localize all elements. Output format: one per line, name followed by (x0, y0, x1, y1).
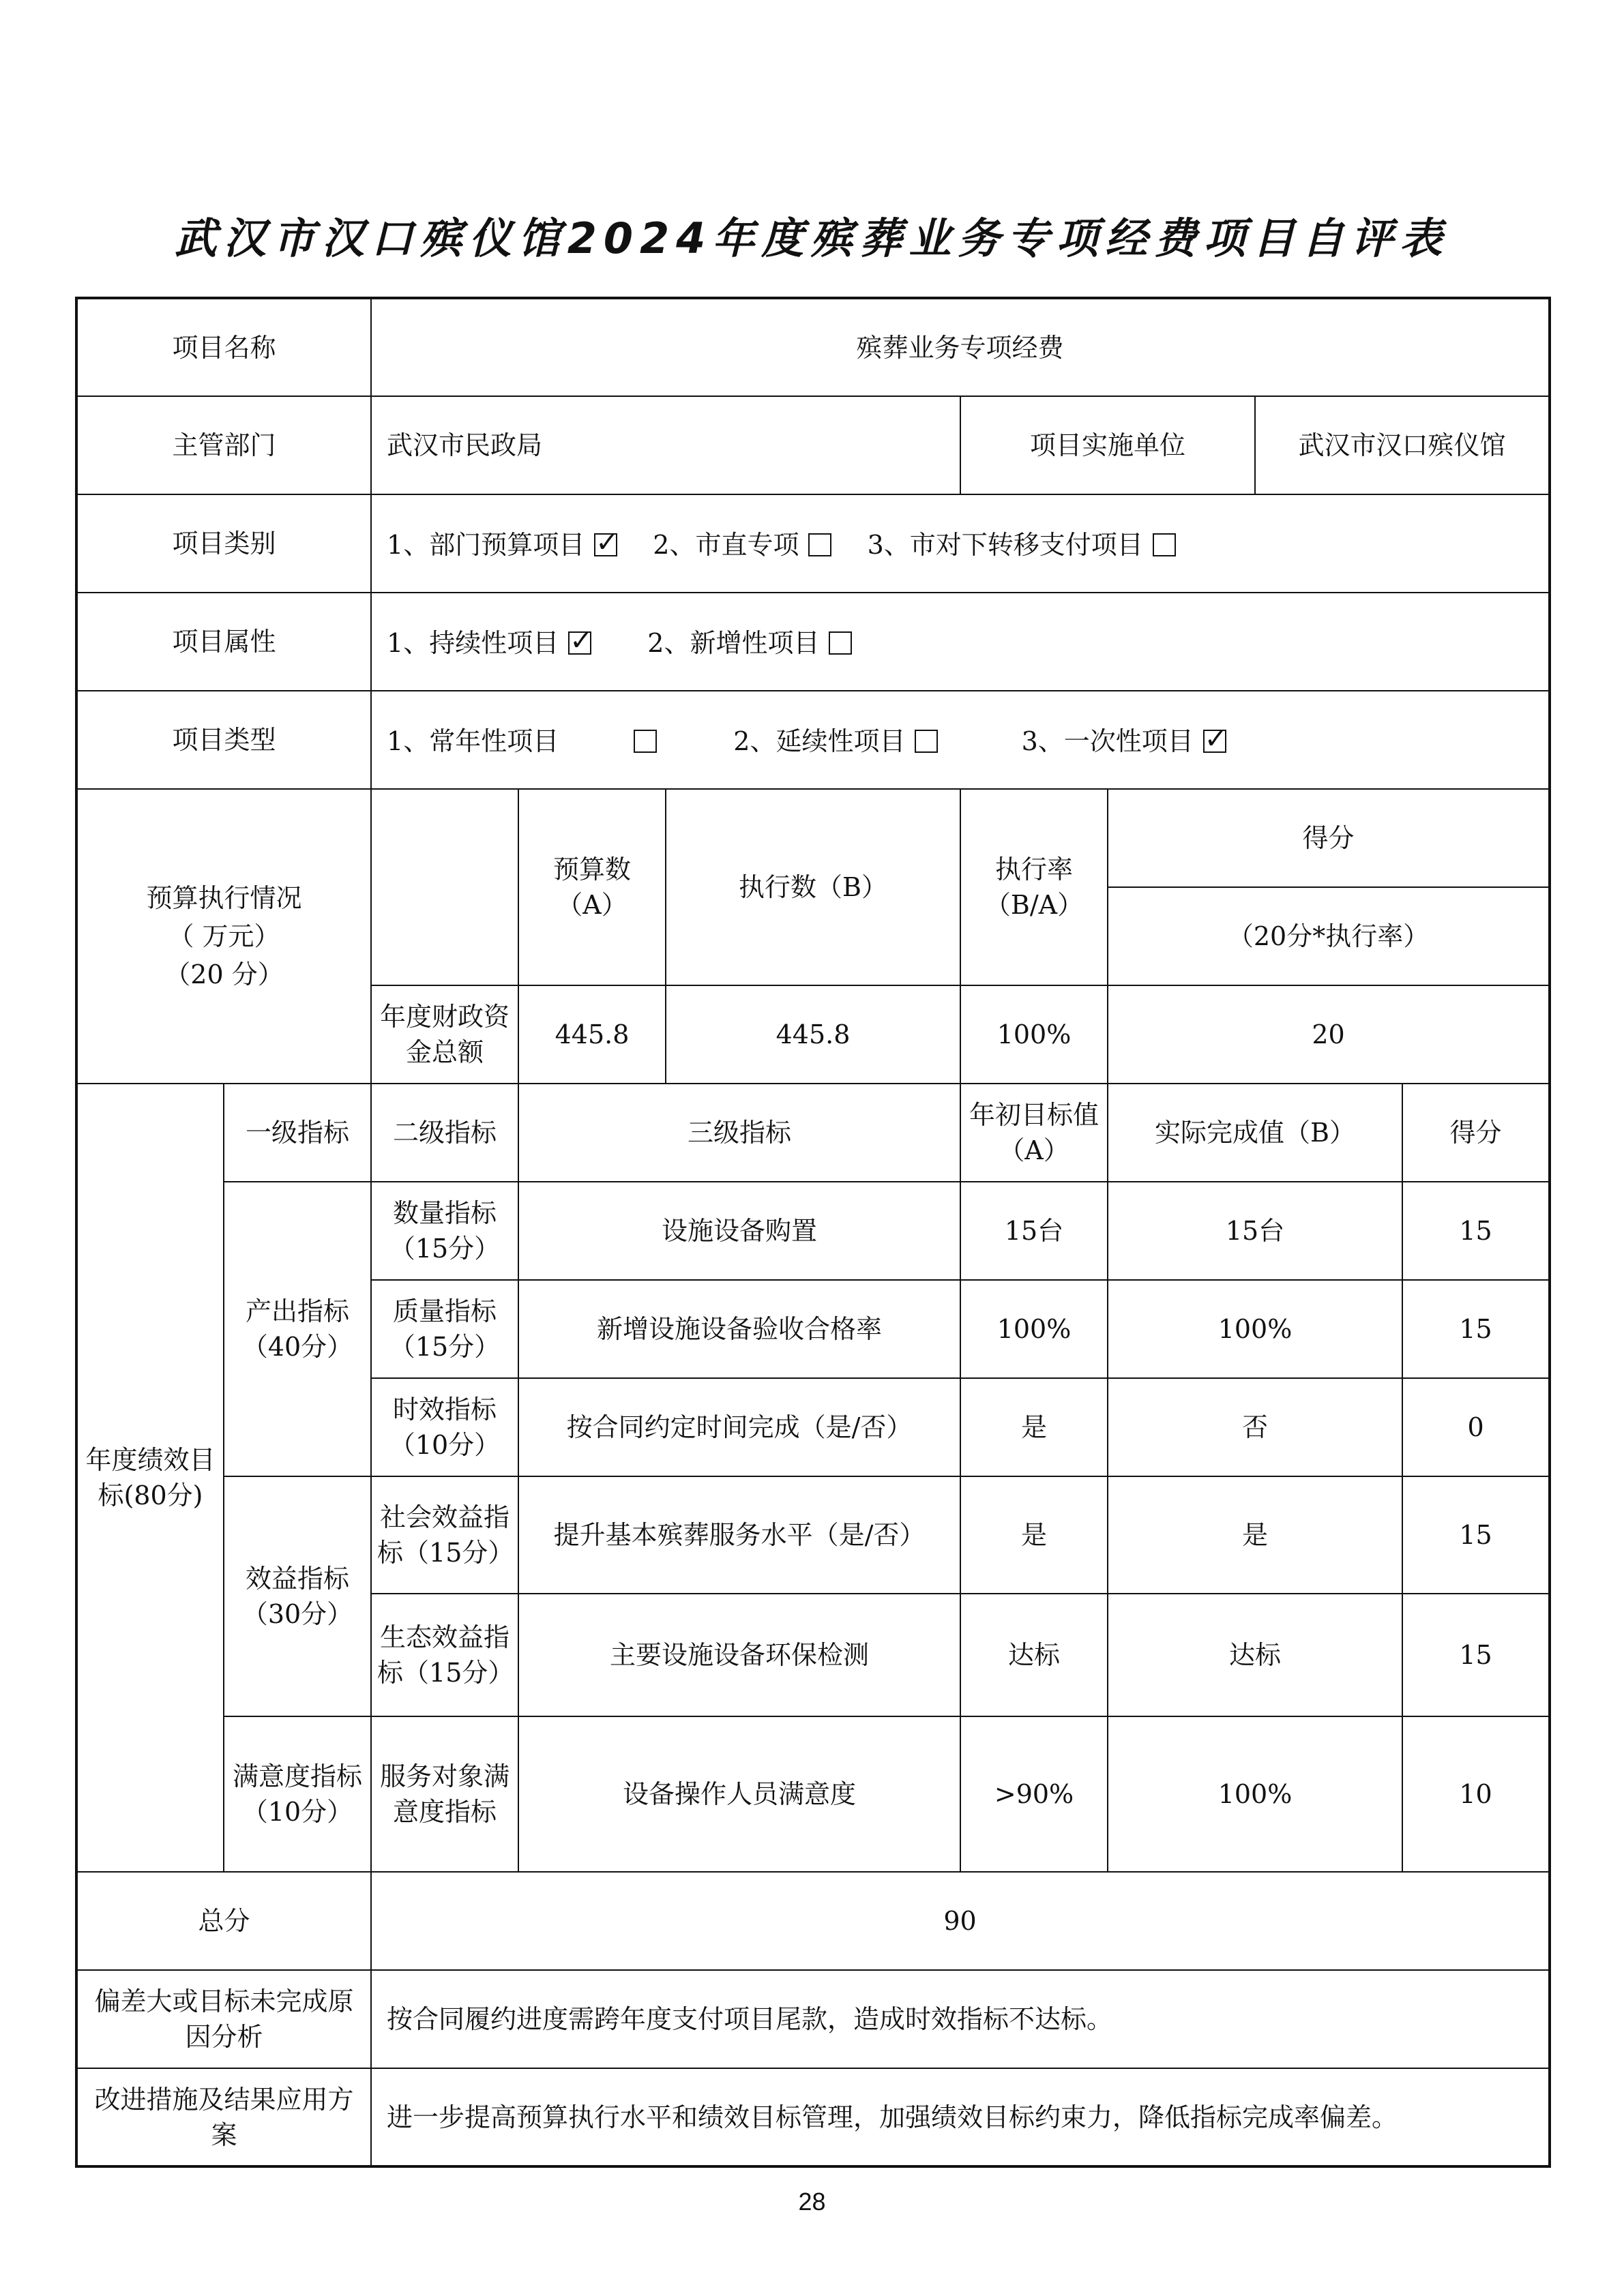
improve-label: 改进措施及结果应用方案 (76, 2068, 371, 2166)
table-row-target: 100% (960, 1280, 1108, 1378)
unchecked-box-icon (634, 730, 657, 753)
perf-header-level1: 一级指标 (224, 1084, 371, 1182)
budget-label-line3: （20 分） (164, 959, 284, 989)
type-option-2: 2、延续性项目 (733, 726, 906, 756)
table-row-l2: 服务对象满意度指标 (371, 1716, 518, 1872)
page-number: 28 (798, 2188, 826, 2216)
type-option-1: 1、常年性项目 (387, 726, 559, 756)
table-row-l3: 按合同约定时间完成（是/否） (518, 1378, 960, 1476)
checked-box-icon (1203, 730, 1226, 753)
type-label: 项目类型 (76, 691, 371, 789)
table-row-score: 15 (1402, 1476, 1550, 1594)
budget-col-score: 得分 (1108, 789, 1550, 887)
impl-label: 项目实施单位 (960, 396, 1255, 494)
budget-col-a: 预算数（A） (518, 789, 666, 985)
table-row-l3: 设备操作人员满意度 (518, 1716, 960, 1872)
budget-col-rate: 执行率（B/A） (960, 789, 1108, 985)
self-evaluation-table (75, 297, 1551, 2168)
table-row-l3: 主要设施设备环保检测 (518, 1594, 960, 1716)
table-row-actual: 是 (1108, 1476, 1402, 1594)
category-option-2: 2、市直专项 (653, 529, 799, 560)
perf-header-actual: 实际完成值（B） (1108, 1084, 1402, 1182)
unchecked-box-icon (829, 631, 852, 655)
unchecked-box-icon (808, 533, 831, 556)
table-row-score: 0 (1402, 1378, 1550, 1476)
checked-box-icon (568, 631, 591, 655)
deviation-label: 偏差大或目标未完成原因分析 (76, 1970, 371, 2068)
table-row-score: 10 (1402, 1716, 1550, 1872)
budget-col-b: 执行数（B） (666, 789, 960, 985)
unchecked-box-icon (915, 730, 938, 753)
budget-label-line1: 预算执行情况 (146, 883, 302, 913)
table-row-target: 15台 (960, 1182, 1108, 1280)
category-label: 项目类别 (76, 494, 371, 593)
table-row-l2: 生态效益指标（15分） (371, 1594, 518, 1716)
table-row-target: 达标 (960, 1594, 1108, 1716)
improve-value: 进一步提高预算执行水平和绩效目标管理，加强绩效目标约束力，降低指标完成率偏差。 (371, 2068, 1550, 2166)
budget-score-value: 20 (1108, 985, 1550, 1084)
table-row-l2: 社会效益指标（15分） (371, 1476, 518, 1594)
unchecked-box-icon (1153, 533, 1176, 556)
budget-label-line2: （ 万元） (168, 921, 280, 951)
attribute-option-1: 1、持续性项目 (387, 627, 559, 658)
budget-rate-value: 100% (960, 985, 1108, 1084)
satisfaction-indicator-label: 满意度指标（10分） (224, 1716, 371, 1872)
table-row-l2: 时效指标（10分） (371, 1378, 518, 1476)
table-row-l3: 提升基本殡葬服务水平（是/否） (518, 1476, 960, 1594)
table-row-actual: 100% (1108, 1280, 1402, 1378)
checked-box-icon (594, 533, 617, 556)
budget-a-value: 445.8 (518, 985, 666, 1084)
table-row-l2: 数量指标（15分） (371, 1182, 518, 1280)
table-row-target: >90% (960, 1716, 1108, 1872)
type-option-3: 3、一次性项目 (1021, 726, 1194, 756)
table-row-target: 是 (960, 1476, 1108, 1594)
budget-row-label: 年度财政资金总额 (371, 985, 518, 1084)
table-row-l2: 质量指标（15分） (371, 1280, 518, 1378)
perf-label: 年度绩效目标(80分) (76, 1084, 224, 1872)
page-title: 武汉市汉口殡仪馆2024年度殡葬业务专项经费项目自评表 (174, 213, 1449, 263)
table-row-actual: 达标 (1108, 1594, 1402, 1716)
budget-b-value: 445.8 (666, 985, 960, 1084)
budget-col-score-formula: （20分*执行率） (1108, 887, 1550, 985)
budget-empty-cell (371, 789, 518, 985)
category-options (371, 494, 1550, 593)
perf-header-level2: 二级指标 (371, 1084, 518, 1182)
project-name-label: 项目名称 (76, 298, 371, 396)
type-options (371, 691, 1550, 789)
table-row-l3: 设施设备购置 (518, 1182, 960, 1280)
table-row-l3: 新增设施设备验收合格率 (518, 1280, 960, 1378)
budget-label (76, 789, 371, 1084)
deviation-value: 按合同履约进度需跨年度支付项目尾款，造成时效指标不达标。 (371, 1970, 1550, 2068)
dept-label: 主管部门 (76, 396, 371, 494)
table-row-actual: 否 (1108, 1378, 1402, 1476)
total-value: 90 (371, 1872, 1550, 1970)
attribute-options (371, 593, 1550, 691)
perf-header-target: 年初目标值（A） (960, 1084, 1108, 1182)
impl-value: 武汉市汉口殡仪馆 (1255, 396, 1550, 494)
perf-header-level3: 三级指标 (518, 1084, 960, 1182)
output-indicator-label: 产出指标（40分） (224, 1182, 371, 1476)
perf-header-score: 得分 (1402, 1084, 1550, 1182)
table-row-actual: 100% (1108, 1716, 1402, 1872)
category-option-1: 1、部门预算项目 (387, 529, 585, 560)
category-option-3: 3、市对下转移支付项目 (867, 529, 1143, 560)
table-row-score: 15 (1402, 1280, 1550, 1378)
attribute-label: 项目属性 (76, 593, 371, 691)
attribute-option-2: 2、新增性项目 (647, 627, 820, 658)
project-name-value: 殡葬业务专项经费 (371, 298, 1550, 396)
dept-value: 武汉市民政局 (371, 396, 960, 494)
table-row-score: 15 (1402, 1182, 1550, 1280)
table-row-actual: 15台 (1108, 1182, 1402, 1280)
table-row-score: 15 (1402, 1594, 1550, 1716)
benefit-indicator-label: 效益指标（30分） (224, 1476, 371, 1716)
total-label: 总分 (76, 1872, 371, 1970)
table-row-target: 是 (960, 1378, 1108, 1476)
